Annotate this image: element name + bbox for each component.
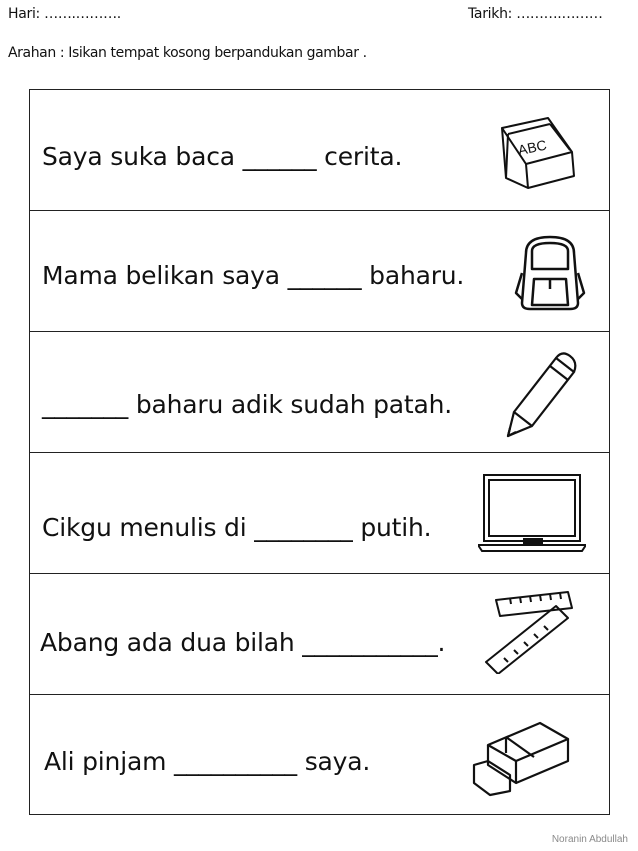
sentence-5: Abang ada dua bilah ___________.	[40, 628, 446, 657]
pencil-icon	[504, 350, 582, 442]
whiteboard-icon	[478, 473, 586, 553]
ruler-icon	[482, 586, 578, 674]
exercise-table	[29, 89, 610, 815]
backpack-icon	[514, 233, 586, 313]
exercise-row-2	[30, 211, 609, 332]
book-cover-text: ABC	[516, 136, 548, 159]
exercise-row-3	[30, 332, 609, 453]
exercise-row-5	[30, 574, 609, 695]
day-field: Hari: …….……….	[8, 6, 121, 22]
credit-text: Noranin Abdullah	[551, 834, 628, 845]
instruction-text: Arahan : Isikan tempat kosong berpandukan gambar .	[8, 45, 367, 61]
exercise-row-4	[30, 453, 609, 574]
exercise-row-1	[30, 90, 609, 211]
sentence-3: _______ baharu adik sudah patah.	[42, 390, 452, 419]
sentence-2: Mama belikan saya ______ baharu.	[42, 261, 465, 290]
sentence-1: Saya suka baca ______ cerita.	[42, 142, 403, 171]
date-field: Tarikh: ……….………	[468, 6, 603, 22]
sentence-6: Ali pinjam __________ saya.	[44, 747, 371, 776]
book-icon	[494, 114, 580, 192]
eraser-icon	[470, 717, 572, 797]
exercise-row-6	[30, 695, 609, 816]
sentence-4: Cikgu menulis di ________ putih.	[42, 513, 432, 542]
